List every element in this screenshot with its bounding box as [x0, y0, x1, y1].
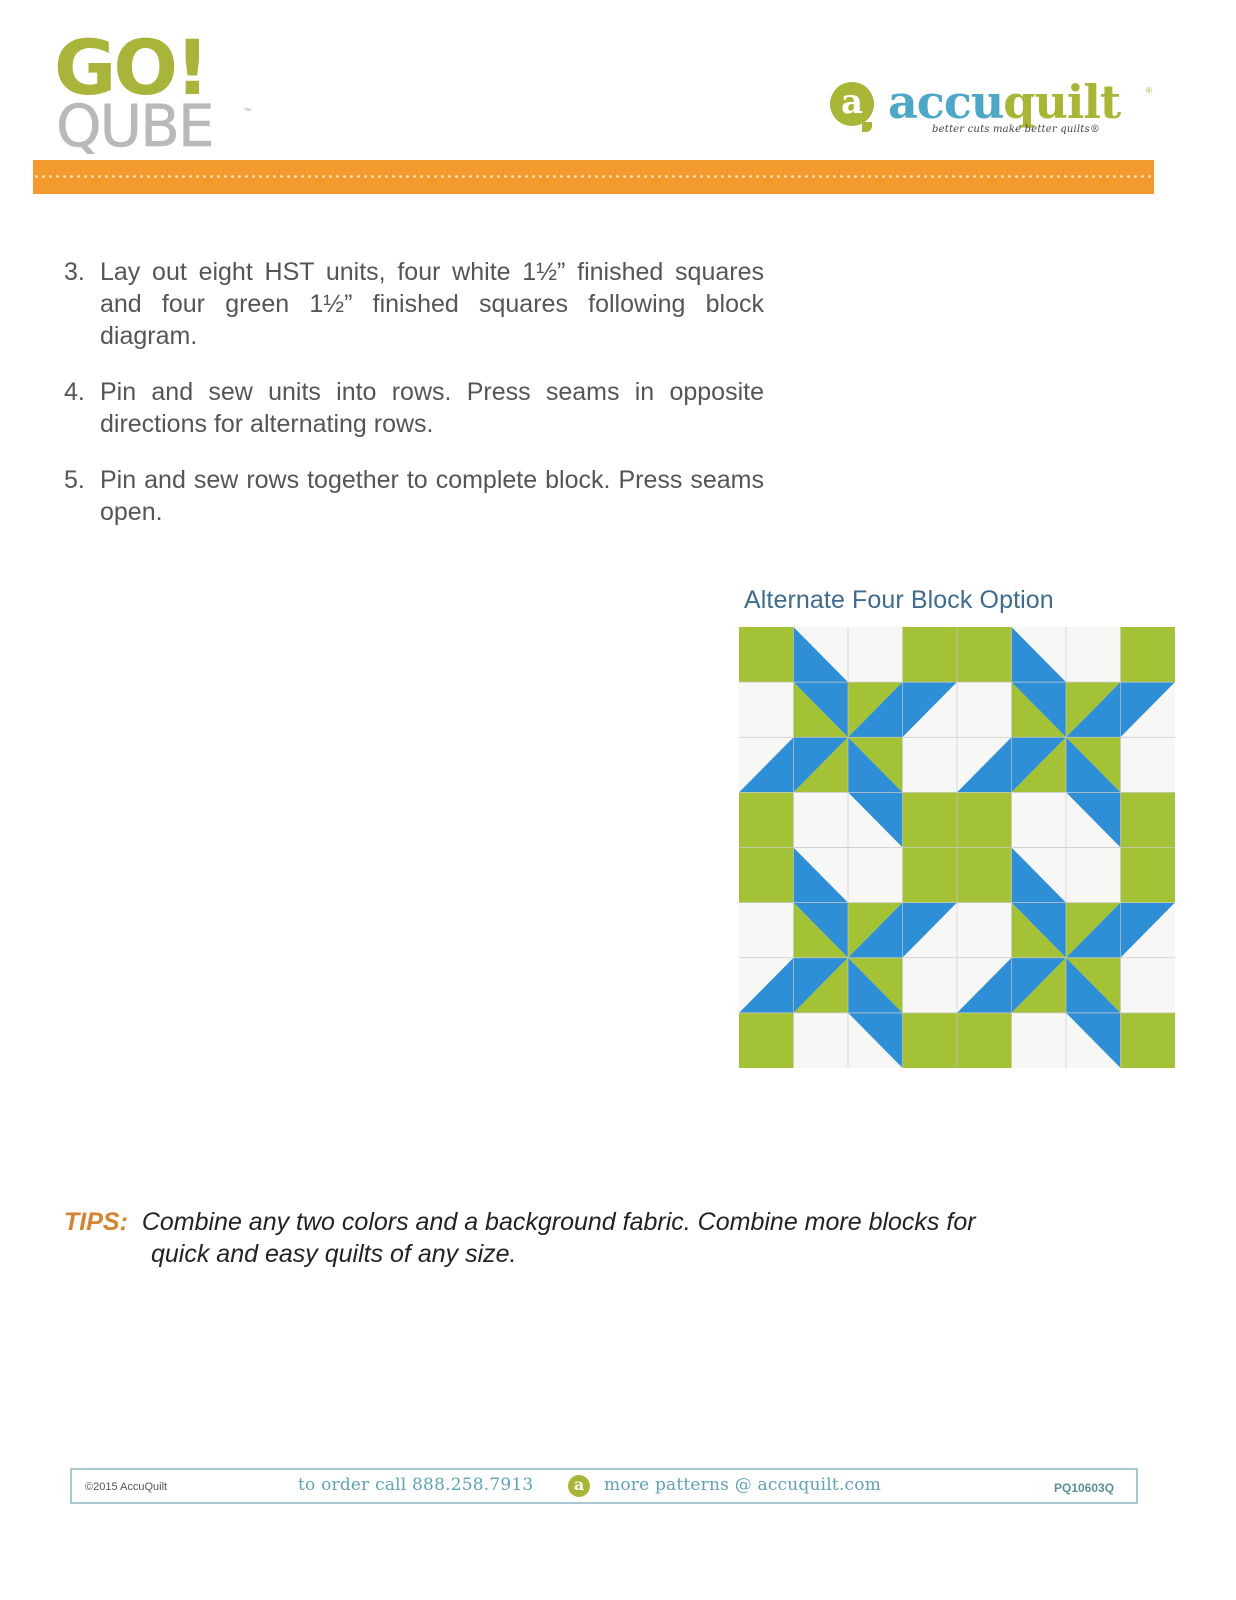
website-link-text: more patterns @ accuquilt.com [604, 1475, 882, 1495]
instruction-steps [64, 256, 764, 552]
registered-mark: ® [1146, 86, 1152, 95]
copyright-text: ©2015 AccuQuilt [85, 1481, 168, 1493]
tips-text-line1: Combine any two colors and a background fabric. Combine more blocks for [141, 1208, 976, 1236]
step-number: 4. [64, 378, 85, 406]
trademark-mark: ™ [244, 108, 251, 115]
accuquilt-a-icon: a [568, 1475, 590, 1497]
footer-bar [70, 1468, 1138, 1504]
order-phone-text: to order call 888.258.7913 [298, 1475, 534, 1495]
wordmark-quilt: quilt [1003, 75, 1121, 129]
accuquilt-wordmark [888, 74, 1120, 130]
logo-go-text: GO! [54, 23, 207, 112]
step-number: 3. [64, 258, 85, 286]
step-item [64, 376, 764, 440]
step-text: Pin and sew rows together to complete block. Press seams open. [100, 466, 764, 526]
figure-title: Alternate Four Block Option [744, 586, 1054, 614]
accuquilt-logo [828, 75, 1158, 148]
logo-qube-text: QUBE [56, 92, 213, 160]
accuquilt-tagline: better cuts make better quilts® [932, 124, 1101, 135]
accuquilt-a-icon: a [830, 82, 874, 126]
tips-section [64, 1206, 1124, 1270]
quilt-block-image [739, 627, 1175, 1068]
tips-label: TIPS: [64, 1208, 128, 1236]
header-divider-bar [33, 160, 1154, 194]
wordmark-accu: accu [888, 75, 1004, 129]
quilt-diagram [739, 627, 1175, 1068]
step-item [64, 464, 764, 528]
step-item [64, 256, 764, 352]
step-text: Lay out eight HST units, four white 1½” finished squares and four green 1½” finished squares following block diagram. [100, 258, 764, 350]
goqube-logo [54, 23, 254, 160]
step-text: Pin and sew units into rows. Press seams in opposite directions for alternating rows. [100, 378, 764, 438]
step-number: 5. [64, 466, 85, 494]
pattern-code: PQ10603Q [1054, 1481, 1115, 1495]
tips-text-line2: quick and easy quilts of any size. [151, 1240, 517, 1268]
stitch-dots [33, 175, 1154, 178]
